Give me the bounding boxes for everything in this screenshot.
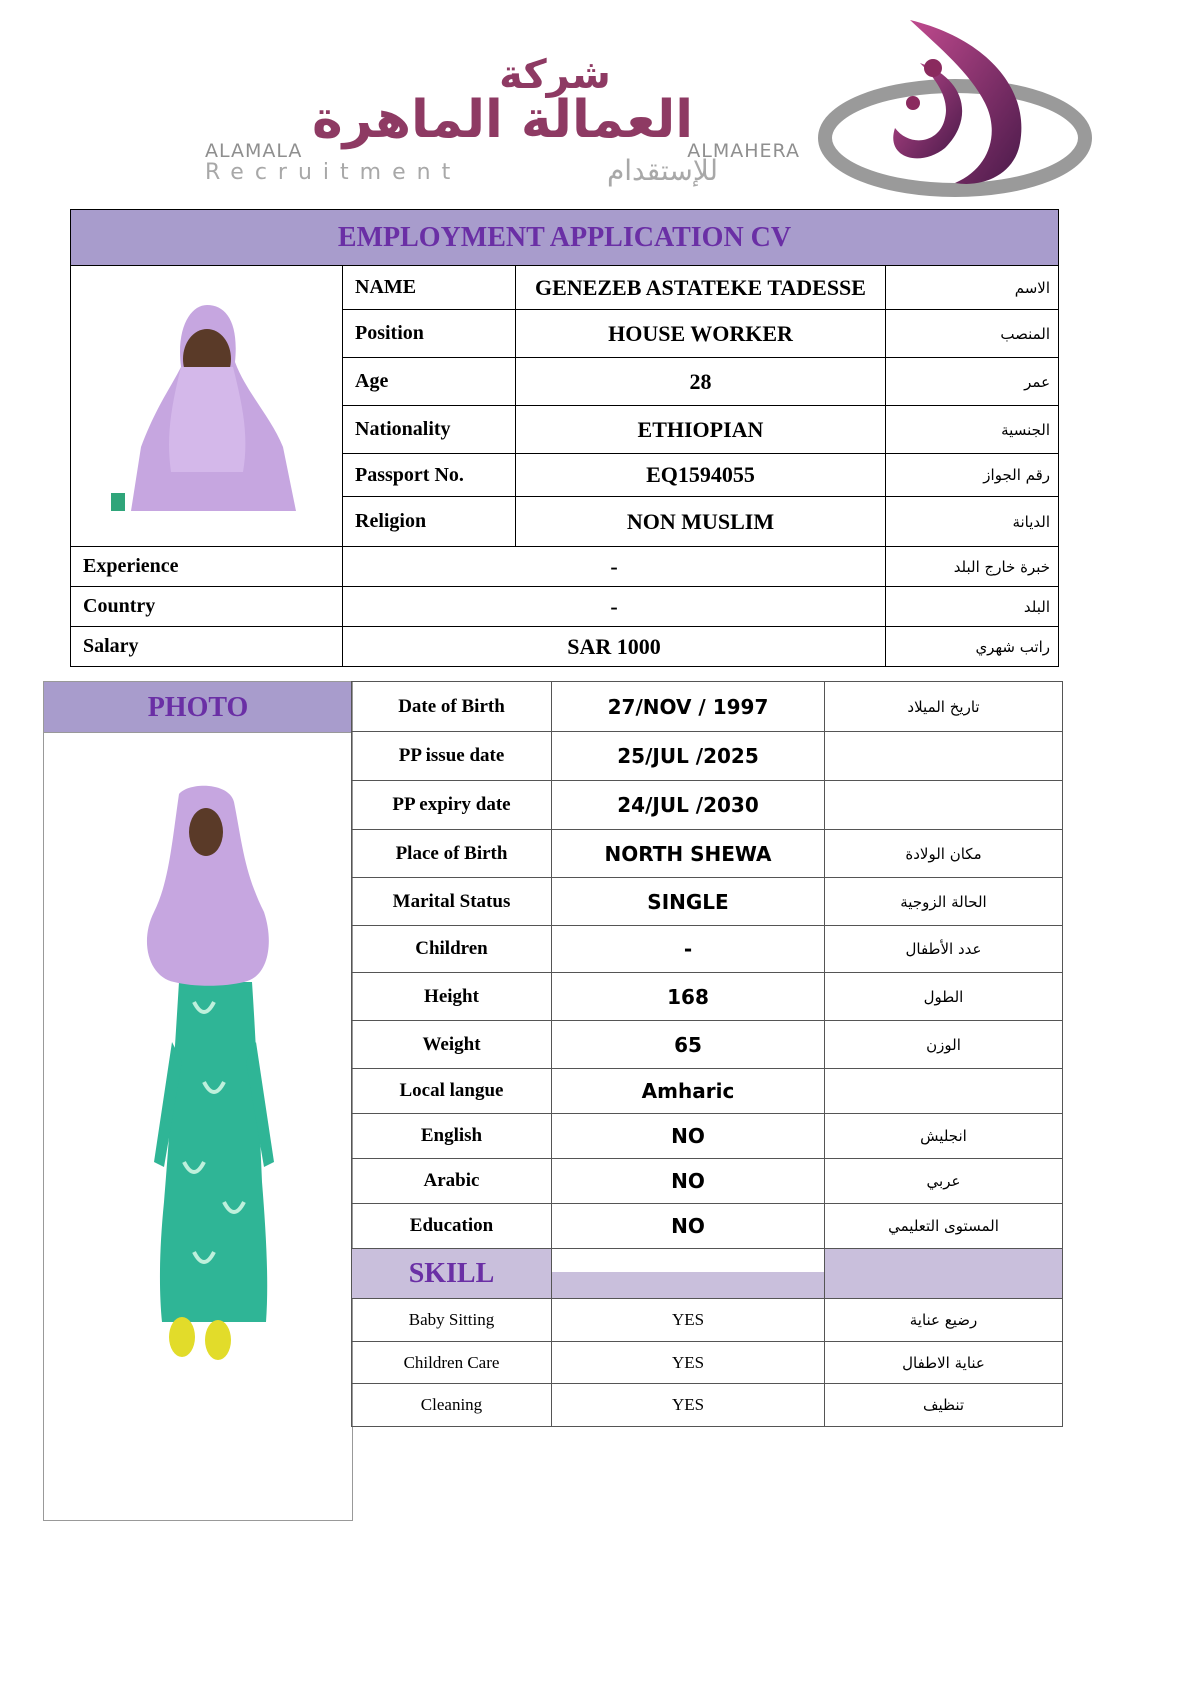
photo-label: PHOTO [44, 682, 352, 733]
cv-arabic: راتب شهري [886, 627, 1059, 667]
detail-value: NO [552, 1204, 825, 1249]
skill-value: YES [552, 1342, 825, 1384]
detail-value: Amharic [552, 1069, 825, 1114]
detail-value: 25/JUL /2025 [552, 732, 825, 781]
cv-arabic: الجنسية [886, 406, 1059, 454]
skill-value: YES [552, 1299, 825, 1342]
detail-arabic [825, 732, 1063, 781]
cv-label: Passport No. [343, 454, 516, 497]
detail-label: Marital Status [352, 878, 552, 926]
detail-arabic: مكان الولادة [825, 830, 1063, 878]
skill-label: Cleaning [352, 1384, 552, 1427]
detail-arabic: انجليش [825, 1114, 1063, 1159]
cv-value: SAR 1000 [343, 627, 886, 667]
cv-arabic: المنصب [886, 310, 1059, 358]
detail-arabic: الطول [825, 973, 1063, 1021]
logo-english-sub: Recruitment [205, 160, 462, 185]
detail-value: 24/JUL /2030 [552, 781, 825, 830]
detail-label: Local langue [352, 1069, 552, 1114]
cv-value: NON MUSLIM [516, 497, 886, 547]
logo-english-main: ALAMALA ALMAHERA [205, 140, 800, 162]
detail-label: Children [352, 926, 552, 973]
cv-details-table [351, 681, 1063, 1427]
cv-value: - [343, 547, 886, 587]
company-logo-text [205, 50, 800, 190]
cv-arabic: الاسم [886, 266, 1059, 310]
detail-arabic: تاريخ الميلاد [825, 682, 1063, 732]
portrait-photo [111, 297, 303, 511]
detail-value: 168 [552, 973, 825, 1021]
detail-label: Date of Birth [352, 682, 552, 732]
cv-label: Nationality [343, 406, 516, 454]
skill-header: SKILL [352, 1249, 552, 1299]
detail-label: Arabic [352, 1159, 552, 1204]
detail-value: NO [552, 1159, 825, 1204]
detail-arabic [825, 781, 1063, 830]
detail-value: NORTH SHEWA [552, 830, 825, 878]
detail-arabic: عدد الأطفال [825, 926, 1063, 973]
detail-label: PP expiry date [352, 781, 552, 830]
cv-value: GENEZEB ASTATEKE TADESSE [516, 266, 886, 310]
skill-arabic: تنظيف [825, 1384, 1063, 1427]
detail-arabic: المستوى التعليمي [825, 1204, 1063, 1249]
cv-label: Experience [71, 547, 343, 587]
detail-arabic: عربي [825, 1159, 1063, 1204]
detail-value: - [552, 926, 825, 973]
cv-value: - [343, 587, 886, 627]
cv-main-table [70, 209, 1059, 667]
logo-arabic-sub: للإستقدام [606, 154, 719, 187]
cv-label: NAME [343, 266, 516, 310]
detail-value: SINGLE [552, 878, 825, 926]
skill-arabic: عناية الاطفال [825, 1342, 1063, 1384]
skill-header-fill [825, 1249, 1063, 1299]
cv-arabic: عمر [886, 358, 1059, 406]
skill-header-bar [552, 1249, 825, 1299]
cv-arabic: خبرة خارج البلد [886, 547, 1059, 587]
detail-label: PP issue date [352, 732, 552, 781]
detail-arabic [825, 1069, 1063, 1114]
logo-arabic-top: شركة [499, 52, 611, 98]
detail-value: NO [552, 1114, 825, 1159]
cv-label: Country [71, 587, 343, 627]
skill-arabic: رضيع عناية [825, 1299, 1063, 1342]
detail-arabic: الوزن [825, 1021, 1063, 1069]
detail-label: Education [352, 1204, 552, 1249]
cv-value: HOUSE WORKER [516, 310, 886, 358]
detail-value: 65 [552, 1021, 825, 1069]
portrait-photo-cell [71, 266, 343, 547]
cv-label: Age [343, 358, 516, 406]
skill-value: YES [552, 1384, 825, 1427]
cv-value: EQ1594055 [516, 454, 886, 497]
cv-arabic: رقم الجواز [886, 454, 1059, 497]
detail-label: Place of Birth [352, 830, 552, 878]
full-body-photo [134, 782, 294, 1372]
detail-arabic: الحالة الزوجية [825, 878, 1063, 926]
cv-label: Position [343, 310, 516, 358]
cv-title: EMPLOYMENT APPLICATION CV [71, 210, 1059, 266]
skill-label: Baby Sitting [352, 1299, 552, 1342]
cv-value: ETHIOPIAN [516, 406, 886, 454]
company-logo-icon [815, 8, 1095, 203]
cv-label: Salary [71, 627, 343, 667]
cv-arabic: البلد [886, 587, 1059, 627]
cv-value: 28 [516, 358, 886, 406]
detail-label: Weight [352, 1021, 552, 1069]
detail-label: English [352, 1114, 552, 1159]
skill-label: Children Care [352, 1342, 552, 1384]
full-photo-panel [43, 681, 353, 1521]
cv-arabic: الديانة [886, 497, 1059, 547]
detail-value: 27/NOV / 1997 [552, 682, 825, 732]
cv-label: Religion [343, 497, 516, 547]
logo-arabic-main: العمالة الماهرة [311, 90, 694, 150]
detail-label: Height [352, 973, 552, 1021]
